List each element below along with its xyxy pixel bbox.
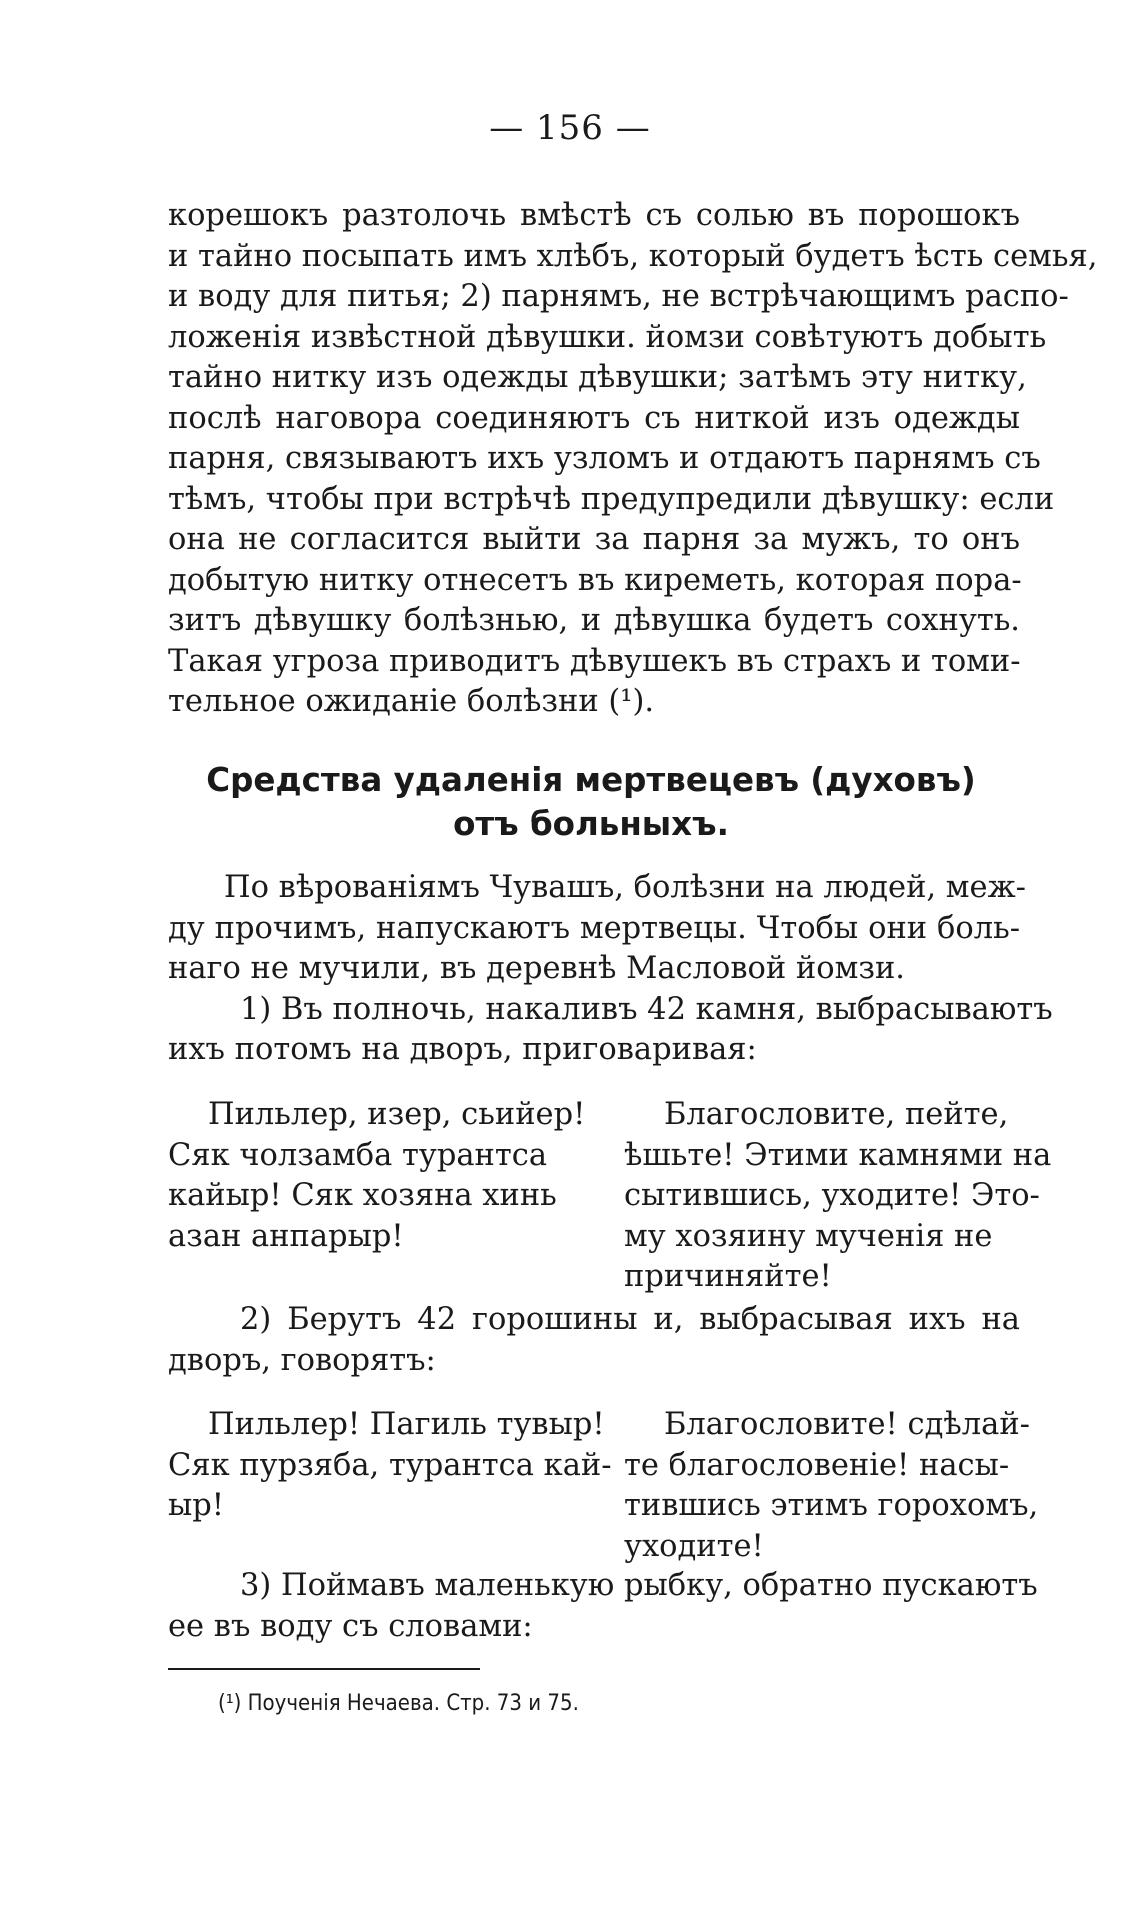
- chant-2: [168, 1405, 1039, 1567]
- chant-line: Сяк чолзамба турантса: [168, 1137, 548, 1173]
- chant-1-russian: [624, 1095, 1052, 1298]
- page-number: — 156 —: [489, 108, 651, 148]
- text-line: дворъ, говорятъ:: [168, 1342, 436, 1378]
- text-line: Такая угроза приводитъ дѣвушекъ въ страхъ и томи-: [168, 643, 1021, 679]
- text-line: 2) Берутъ 42 горошины и, выбрасывая ихъ на: [240, 1302, 1020, 1337]
- chant-2-chuvash: [168, 1405, 612, 1567]
- chant-line: му хозяину мученія не: [624, 1218, 993, 1254]
- section-heading-line-2: отъ больныхъ.: [453, 805, 729, 843]
- text-line: зитъ дѣвушку болѣзнью, и дѣвушка будетъ сохнуть.: [168, 603, 1020, 638]
- paragraph-beliefs: [168, 868, 1053, 1071]
- text-line: 1) Въ полночь, накаливъ 42 камня, выбрасываютъ: [240, 991, 1053, 1027]
- chant-line: уходите!: [624, 1528, 764, 1564]
- text-line: ее въ воду съ словами:: [168, 1608, 533, 1644]
- text-line: и воду для питья; 2) парнямъ, не встрѣчающимъ распо-: [168, 279, 1069, 314]
- text-line: послѣ наговора соединяютъ съ ниткой изъ одежды: [168, 400, 1020, 436]
- text-line: тѣмъ, чтобы при встрѣчѣ предупредили дѣвушку: если: [168, 481, 1055, 517]
- chant-line: Благословите, пейте,: [664, 1097, 1009, 1132]
- chant-line: ыр!: [168, 1488, 225, 1523]
- text-line: тельное ожиданіе болѣзни (¹).: [168, 684, 655, 719]
- section-heading-line-1: Средства удаленія мертвецевъ (духовъ): [206, 761, 976, 799]
- section-heading: [160, 758, 1022, 846]
- text-line: ложенія извѣстной дѣвушки. йомзи совѣтуютъ добыть: [168, 319, 1047, 355]
- chant-line: Благословите! сдѣлай-: [664, 1407, 1030, 1442]
- paragraph-fish: [168, 1566, 1038, 1647]
- text-line: добытую нитку отнесетъ въ киреметь, которая пора-: [168, 562, 1022, 598]
- chant-line: Пильлер! Пагиль тувыр!: [208, 1407, 605, 1442]
- chant-line: те благословеніе! насы-: [624, 1447, 1010, 1483]
- chant-1: [168, 1095, 1052, 1298]
- text-line: парня, связываютъ ихъ узломъ и отдаютъ парнямъ съ: [168, 441, 1041, 476]
- text-line: ихъ потомъ на дворъ, приговаривая:: [168, 1032, 757, 1067]
- text-line: и тайно посыпать имъ хлѣбъ, который будетъ ѣсть семья,: [168, 238, 1098, 274]
- text-line: она не согласится выйти за парня за мужъ, то онъ: [168, 522, 1020, 557]
- chant-line: азан анпарыр!: [168, 1218, 404, 1254]
- footnote-rule: [168, 1668, 480, 1670]
- text-line: ду прочимъ, напускаютъ мертвецы. Чтобы они боль-: [168, 910, 1020, 946]
- text-line: 3) Поймавъ маленькую рыбку, обратно пускаютъ: [240, 1568, 1038, 1603]
- intro-paragraph: [168, 196, 1098, 723]
- chant-line: кайыр! Сяк хозяна хинь: [168, 1178, 557, 1213]
- text-line: наго не мучили, въ деревнѣ Масловой йомзи.: [168, 951, 906, 986]
- chant-line: тившись этимъ горохомъ,: [624, 1488, 1039, 1523]
- chant-1-chuvash: [168, 1095, 586, 1298]
- chant-line: сытившись, уходите! Это-: [624, 1178, 1040, 1213]
- chant-line: ѣшьте! Этими камнями на: [624, 1137, 1052, 1173]
- footnote: (¹) Поученія Нечаева. Стр. 73 и 75.: [218, 1691, 579, 1716]
- paragraph-peas: [168, 1300, 1020, 1381]
- text-line: тайно нитку изъ одежды дѣвушки; затѣмъ эту нитку,: [168, 360, 1027, 395]
- text-line: корешокъ разтолочь вмѣстѣ съ солью въ порошокъ: [168, 198, 1020, 233]
- chant-line: причиняйте!: [624, 1259, 832, 1294]
- text-line: По вѣрованіямъ Чувашъ, болѣзни на людей, меж-: [224, 870, 1026, 905]
- chant-2-russian: [624, 1405, 1039, 1567]
- chant-line: Сяк пурзяба, турантса кай-: [168, 1447, 612, 1483]
- chant-line: Пильлер, изер, сьийер!: [208, 1097, 586, 1132]
